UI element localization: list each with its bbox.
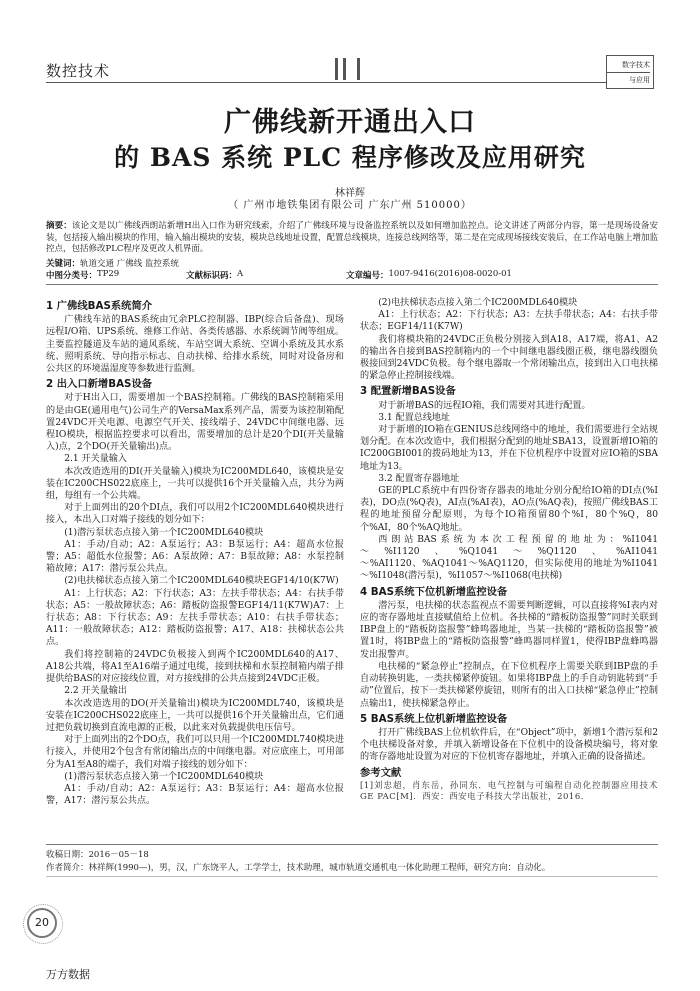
footer-rule [46, 844, 658, 845]
paragraph: 我们将模块箱的24VDC正负极分别接入到A18、A17端，将A1、A2的输出各自接到BAS控制箱内的一个中间继电器线圈正极，继电器线圈负极接回到24VDC负极。每个继电器取一个常闭输出点，接到出入口电扶梯的紧急停止控制接线端。 [360, 334, 658, 382]
page-title-line1: 广佛线新开通出入口 [224, 107, 476, 138]
paragraph: A1：上行状态；A2：下行状态；A3：左扶手带状态；A4：右扶手带状态；A5：一般故障状态；A6：踏板防盗报警EGF14/11(K7W)A7：上行状态；A8：下行状态；A9：左扶手带状态；A10：右扶手带状态；A11：一般故障状态；A12：踏板防盗报警；A17、A18：扶梯状态公共点。 [46, 588, 344, 648]
paragraph: A1：手动/自动；A2：A泵运行；A3：B泵运行；A4：超高水位报警；A5：超低水位报警；A6：A泵故障；A7：B泵故障；A8：水泵控制箱故障；A17：潜污泵公共点。 [46, 539, 344, 575]
paragraph: 西朗站BAS系统为本次工程预留的地址为：%I1041～%I1120、%Q1041～%Q1120、%AI1041～%AI1120、%AQ1041～%AQ1120，但实际使用的地址为%I1041～%I1048(潜污泵)，%I1057～%I1068(电扶梯) [360, 534, 658, 582]
section-header: 数控技术 [46, 62, 111, 80]
affiliation: （ 广州市地铁集团有限公司 广东广州 510000） [228, 200, 472, 211]
header-bars-decoration [335, 58, 365, 80]
reference-item: [1]刘忠超，肖东岳，孙同东．电气控制与可编程自动化控制器应用技术 GE PAC[M]．西安：西安电子科技大学出版社，2016． [360, 780, 658, 803]
abstract-text: 该论文是以广佛线西朗站新增H出入口作为研究线索，介绍了广佛线环境与设备监控系统以及如何增加监控点。论文讲述了两部分内容，第一是现场设备安装，包括接入输出模块的作用，输入输出模块的安装，模块总线地址设置，配置总线模块，连接总线网络等，第二是在完成现场接线安装后，在工作站电脑上增加监控点，包括修改PLC程序及更改人机界面。 [46, 221, 659, 255]
author: 林祥辉 [335, 188, 365, 199]
paragraph: 本次改造选用的DO(开关量输出)模块为IC200MDL740，该模块是安装在IC200CHS022底座上，一共可以提供16个开关量输出点，它们通过把负载切换到直流电源的正极，以此来对负载提供电压信号。 [46, 698, 344, 733]
paragraph: 对于上面列出的20个DI点，我们可以用2个IC200MDL640模块进行接入，本出入口对端子接线的划分如下： [46, 503, 344, 526]
paragraph: 电扶梯的“紧急停止”控制点，在下位机程序上需要关联到IBP盘的手自动转换钥匙，一类扶梯紧停旋钮。如果将IBP盘上的手自动钥匙转到“手动”位置后，按下一类扶梯紧停旋钮，则所有的出入口扶梯“紧急停止”控制点输出1，使扶梯紧急停止。 [360, 661, 658, 709]
keywords [46, 257, 658, 269]
paragraph: 对于新增的IO箱在GENIUS总线网络中的地址，我们需要进行全站规划分配。在本次改造中，我们根据分配到的地址SBA13，设置新增IO箱的IC200GBI001的拨码地址为13，并在下位机程序中设置对应IO箱的SBA地址为13。 [360, 425, 658, 472]
paragraph: (1)潜污泵状态点接入第一个IC200MDL640模块 [64, 771, 264, 782]
left-column [46, 297, 344, 807]
right-column [360, 297, 658, 804]
received-date: 收稿日期：2016－05－18 [46, 850, 149, 860]
abstract-label: 摘要： [46, 221, 72, 231]
paragraph: A1：上行状态；A2：下行状态；A3：左扶手带状态；A4：右扶手带状态；EGF14/11(K7W) [360, 310, 658, 333]
classification-row [46, 269, 658, 281]
paragraph: 潜污泵，电扶梯的状态监视点不需要判断逻辑，可以直接将%I表内对应的寄存器地址直接赋值给上位机。各扶梯的“踏板防盗报警”同时关联到IBP盘上的“踏板防盗报警”蜂鸣器地址，当某一扶梯的“踏板防盗报警”被置1时，将IBP盘上的“踏板防盗报警”蜂鸣器同样置1，使得IBP盘蜂鸣器发出报警声。 [360, 600, 658, 660]
subsection-heading: 3.2 配置寄存器地址 [378, 473, 460, 484]
clc-number: 中图分类号： TP29 [46, 269, 120, 281]
document-code: 文献标识码： A [186, 269, 244, 281]
source-watermark: 万方数据 [46, 968, 90, 981]
references-heading: 参考文献 [360, 766, 402, 779]
keywords-text: 轨道交通 广佛线 监控系统 [80, 259, 179, 269]
subsection-heading: 2.2 开关量输出 [64, 686, 128, 697]
abstract [46, 221, 658, 256]
journal-logo [606, 55, 654, 89]
journal-logo-bottom: 与应用 [629, 76, 650, 84]
paragraph: (1)潜污泵状态点接入第一个IC200MDL640模块 [64, 527, 264, 538]
footer-rule-secondary [46, 876, 658, 877]
subsection-heading: 2.1 开关量输入 [64, 454, 128, 465]
section-heading: 5 BAS系统上位机新增监控设备 [360, 712, 508, 725]
section-heading: 4 BAS系统下位机新增监控设备 [360, 585, 508, 598]
article-number: 文章编号： 1007-9416(2016)08-0020-01 [346, 269, 512, 281]
paragraph: (2)电扶梯状态点接入第二个IC200MDL640模块 [378, 298, 578, 308]
paragraph: GE的PLC系统中有四份寄存器表的地址分别分配给IO箱的DI点(%I表)，DO点(%Q表)，AI点(%AI表)，AO点(%AQ表)，按照广佛线BAS工程的地址预留分配原则，为每个IO箱预留80个%I，80个%Q，80个%AI，80个%AQ地址。 [360, 486, 658, 533]
paragraph: 对于H出入口，需要增加一个BAS控制箱。广佛线的BAS控制箱采用的是由GE(通用电气)公司生产的VersaMax系列产品，需要为该控制箱配置24VDC开关电源、电源空气开关、接线端子、24VDC中间继电器、远程IO模块，根据监控要求可以看出，需要增加的总计是20个DI(开关量输入)点，2个DO(开关量输出)点。 [46, 393, 344, 453]
section-heading: 2 出入口新增BAS设备 [46, 378, 153, 391]
author-bio: 作者简介：林祥辉(1990—)，男，汉，广东饶平人，工学学士，技术助理，城市轨道交通机电一体化助理工程师，研究方向：自动化。 [46, 863, 551, 873]
section-heading: 1 广佛线BAS系统简介 [46, 300, 153, 312]
paragraph: 对于上面列出的2个DO点，我们可以只用一个IC200MDL740模块进行接入，并使用2个包含有常闭输出点的中间继电器。对应底座上，可用部分为A1至A8的端子，我们对端子接线的划分如下： [46, 735, 344, 770]
paragraph: 对于新增BAS的远程IO箱，我们需要对其进行配置。 [378, 400, 591, 411]
paragraph: A1：手动/自动；A2：A泵运行；A3：B泵运行；A4：超高水位报警，A17：潜污泵公共点。 [46, 783, 344, 807]
abstract-rule [46, 284, 658, 285]
subsection-heading: 3.1 配置总线地址 [378, 412, 451, 423]
paragraph: 我们将控制箱的24VDC负极接入到两个IC200MDL640的A17、A18公共端，将A1至A16端子通过电缆，接到扶梯和水泵控制箱内端子排提供给BAS的对应接线位置，对方接线排的公共点接到24VDC正极。 [46, 649, 344, 685]
page-number: 20 [27, 908, 57, 938]
header-rule [46, 82, 606, 83]
paragraph: 打开广佛线BAS上位机软件后，在“Object”项中，新增1个潜污泵和2个电扶梯设备对象，并填入新增设备在下位机中的设备模块编号，将对象的寄存器地址设置为对应的下位机寄存器地址，并填入正确的设备描述。 [360, 727, 658, 763]
page-title-line2: 的 BAS 系统 PLC 程序修改及应用研究 [114, 143, 586, 172]
section-heading: 3 配置新增BAS设备 [360, 385, 456, 398]
keywords-label: 关键词： [46, 259, 81, 269]
paragraph: 本次改造选用的DI(开关量输入)模块为IC200MDL640，该模块是安装在IC200CHS022底座上，一共可以提供16个开关量输入点，共分为两组，每组有一个公共端。 [46, 466, 344, 502]
paragraph: (2)电扶梯状态点接入第二个IC200MDL640模块EGF14/10(K7W) [64, 576, 339, 587]
journal-logo-top: 数字技术 [607, 56, 650, 73]
paragraph: 广佛线车站的BAS系统由冗余PLC控制器、IBP(综合后备盘)、现场远程I/O箱、UPS系统、维修工作站、各类传感器、水系统调节阀等组成。主要监控隧道及车站的通风系统、车站空调大系统、空调小系统及其水系统、照明系统、导向指示标志、自动扶梯、给排水系统，同时对设备房和公共区的环境温湿度等参数进行监测。 [46, 315, 344, 375]
